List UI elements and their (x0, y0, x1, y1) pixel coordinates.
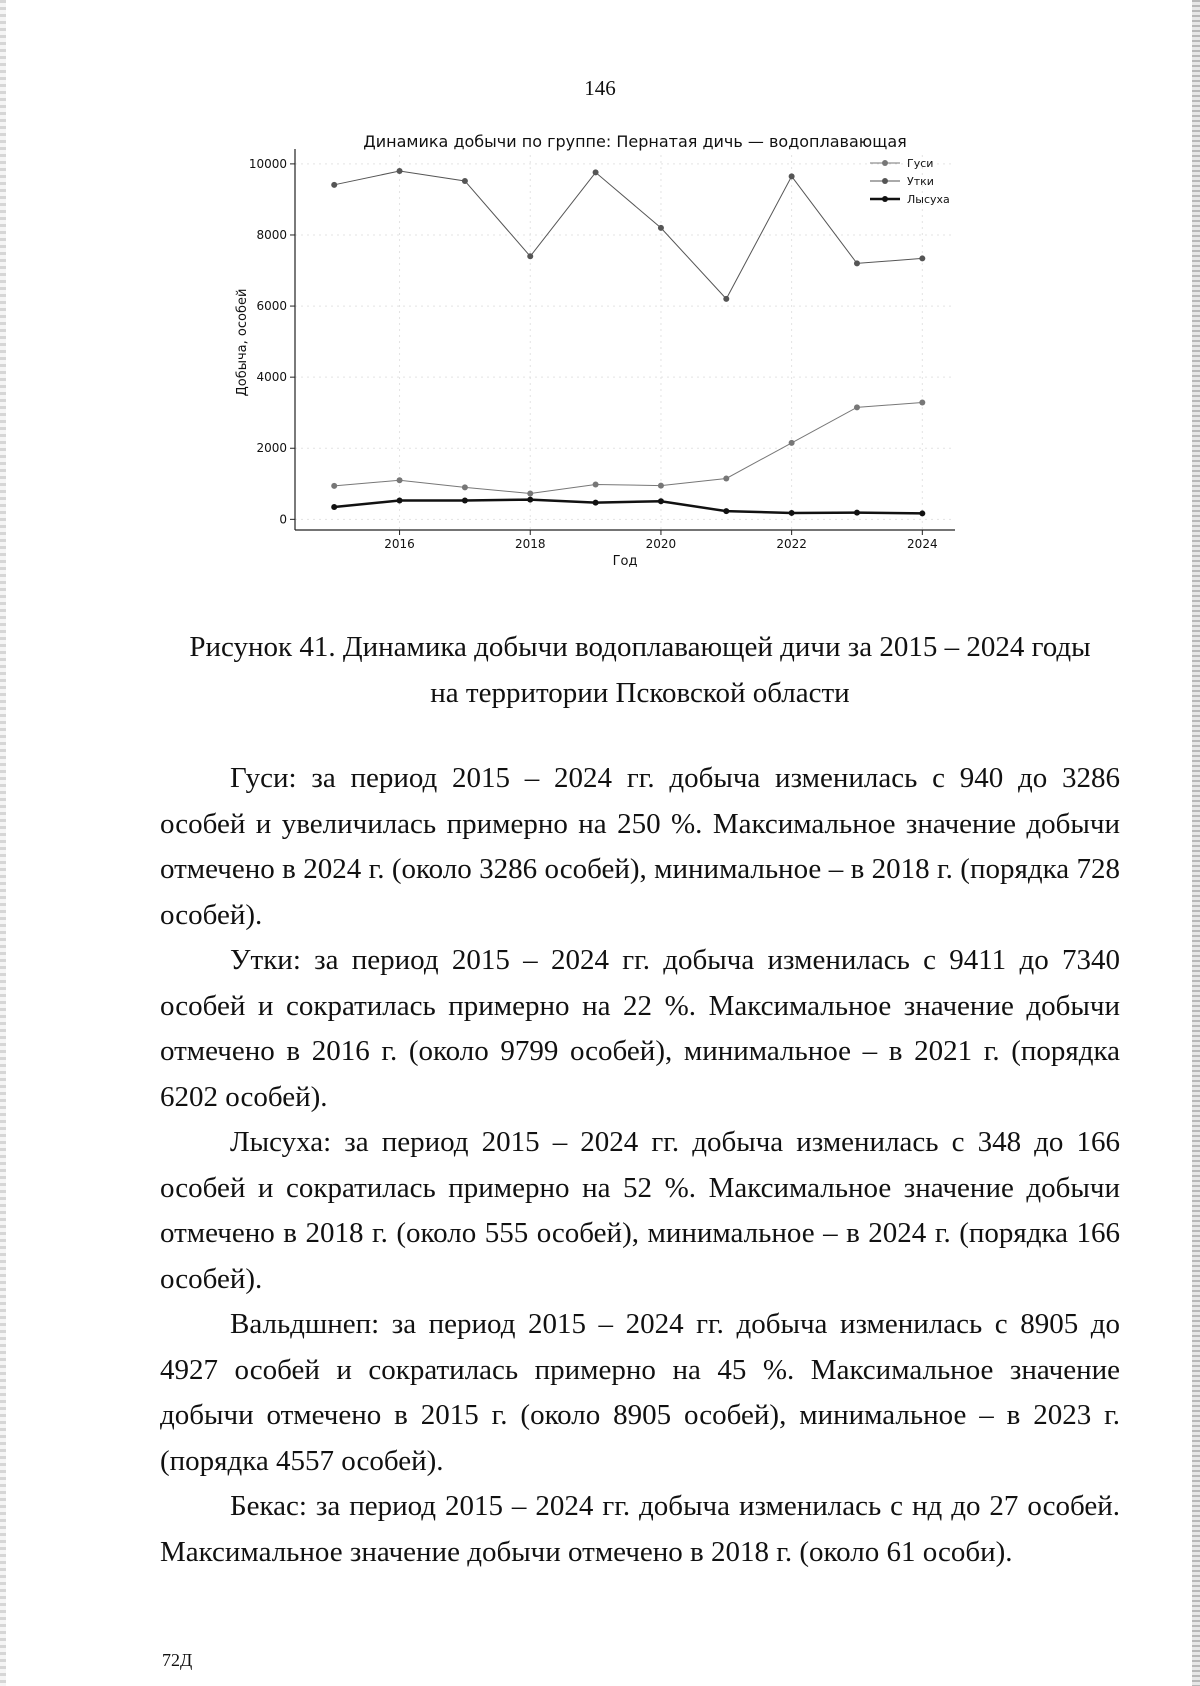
legend-marker (882, 160, 888, 166)
y-tick-label: 8000 (256, 227, 287, 242)
data-point (854, 404, 860, 410)
x-tick-label: 2016 (384, 537, 415, 551)
y-tick-label: 10000 (248, 156, 287, 171)
data-point (789, 440, 795, 446)
chart-svg (235, 125, 1035, 610)
caption-line-2: на территории Псковской области (430, 677, 850, 709)
y-tick-label: 2000 (256, 441, 287, 456)
data-point (723, 296, 729, 302)
legend-label: Гуси (907, 157, 934, 170)
paragraph-ducks: Утки: за период 2015 – 2024 гг. добыча изменилась с 9411 до 7340 особей и сократилась примерно на 22 %. Максимальное значение добычи отмечено в 2016 г. (около 9799 особей), минимальное – в 2021 г. (порядка 6202 особей). (160, 944, 1120, 1113)
paragraph-geese: Гуси: за период 2015 – 2024 гг. добыча изменилась с 940 до 3286 особей и увеличилась примерно на 250 %. Максимальное значение добычи отмечено в 2024 г. (около 3286 особей), минимальное – в 2018 г. (порядка 728 особей). (160, 762, 1120, 931)
y-tick-label: 0 (279, 512, 287, 527)
scan-edge-right (1192, 0, 1200, 1686)
data-point (723, 475, 729, 481)
data-point (462, 484, 468, 490)
data-point (658, 225, 664, 231)
data-point (527, 253, 533, 259)
x-axis-label: Год (612, 554, 638, 569)
data-point (593, 169, 599, 175)
line-chart (235, 125, 1035, 610)
data-point (397, 497, 403, 503)
data-point (854, 510, 860, 516)
data-point (919, 255, 925, 261)
series-line (334, 500, 922, 514)
data-point (593, 482, 599, 488)
x-tick-label: 2022 (776, 537, 807, 551)
scan-edge-left (0, 0, 6, 1686)
data-point (527, 490, 533, 496)
chart-title: Динамика добычи по группе: Пернатая дичь — водоплавающая (363, 132, 907, 151)
data-point (527, 497, 533, 503)
x-tick-label: 2024 (907, 537, 938, 551)
legend-label: Утки (907, 175, 934, 188)
paragraph-coot: Лысуха: за период 2015 – 2024 гг. добыча изменилась с 348 до 166 особей и сократилась примерно на 52 %. Максимальное значение добычи отмечено в 2018 г. (около 555 особей), минимальное – в 2024 г. (порядка 166 особей). (160, 1126, 1120, 1295)
paragraph-woodcock: Вальдшнеп: за период 2015 – 2024 гг. добыча изменилась с 8905 до 4927 особей и сократилась примерно на 45 %. Максимальное значение добычи отмечено в 2015 г. (около 8905 особей), минимальное – в 2023 г. (порядка 4557 особей). (160, 1308, 1120, 1477)
x-tick-label: 2020 (645, 537, 677, 551)
data-point (593, 500, 599, 506)
data-point (854, 260, 860, 266)
data-point (919, 400, 925, 406)
data-point (658, 498, 664, 504)
data-point (397, 477, 403, 483)
data-point (789, 510, 795, 516)
footer-code: 72Д (162, 1650, 193, 1670)
data-point (331, 504, 337, 510)
data-point (919, 510, 925, 516)
legend-marker (882, 178, 888, 184)
paragraph-snipe: Бекас: за период 2015 – 2024 гг. добыча изменилась с нд до 27 особей. Максимальное значение добычи отмечено в 2018 г. (около 61 особи). (160, 1490, 1120, 1568)
data-point (397, 168, 403, 174)
legend-label: Лысуха (907, 193, 950, 206)
data-point (331, 483, 337, 489)
x-tick-label: 2018 (514, 537, 546, 551)
figure-caption (160, 624, 1120, 716)
data-point (462, 178, 468, 184)
legend-marker (882, 196, 888, 202)
data-point (462, 497, 468, 503)
page-number: 146 (584, 76, 616, 100)
y-axis-label: Добыча, особей (235, 288, 250, 397)
data-point (658, 483, 664, 489)
caption-line-1: Рисунок 41. Динамика добычи водоплавающей дичи за 2015 – 2024 годы (189, 631, 1091, 663)
body-text (160, 756, 1120, 1575)
y-tick-label: 4000 (256, 370, 287, 385)
data-point (789, 173, 795, 179)
y-tick-label: 6000 (256, 299, 287, 314)
data-point (331, 182, 337, 188)
data-point (723, 508, 729, 514)
